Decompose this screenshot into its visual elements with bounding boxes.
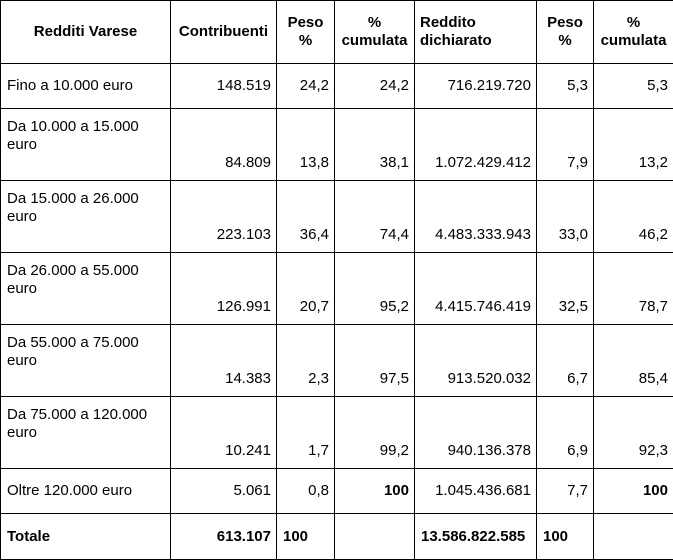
cell-peso-contribuenti: 24,2 <box>277 64 335 109</box>
table-row <box>1 397 673 469</box>
total-peso-contribuenti: 100 <box>277 514 335 560</box>
header-contribuenti: Contribuenti <box>171 1 277 64</box>
header-row <box>1 1 673 64</box>
cell-peso-contribuenti: 1,7 <box>277 397 335 469</box>
total-contribuenti: 613.107 <box>171 514 277 560</box>
cell-cumulata-contribuenti: 38,1 <box>335 109 415 181</box>
table-row <box>1 325 673 397</box>
cell-peso-reddito: 6,9 <box>537 397 594 469</box>
header-reddito-dichiarato: Reddito dichiarato <box>415 1 537 64</box>
header-cumulata-contribuenti: % cumulata <box>335 1 415 64</box>
cell-cumulata-reddito: 5,3 <box>594 64 673 109</box>
cell-reddito: 913.520.032 <box>415 325 537 397</box>
cell-reddito: 716.219.720 <box>415 64 537 109</box>
cell-cumulata-reddito: 85,4 <box>594 325 673 397</box>
cell-peso-reddito: 6,7 <box>537 325 594 397</box>
row-label: Oltre 120.000 euro <box>1 469 171 514</box>
cell-reddito: 940.136.378 <box>415 397 537 469</box>
row-label: Da 75.000 a 120.000 euro <box>1 397 171 469</box>
cell-cumulata-contribuenti: 74,4 <box>335 181 415 253</box>
header-redditi-varese: Redditi Varese <box>1 1 171 64</box>
total-cumulata-reddito <box>594 514 673 560</box>
cell-reddito: 4.415.746.419 <box>415 253 537 325</box>
cell-contribuenti: 10.241 <box>171 397 277 469</box>
cell-cumulata-contribuenti: 100 <box>335 469 415 514</box>
cell-peso-reddito: 7,7 <box>537 469 594 514</box>
row-label: Da 26.000 a 55.000 euro <box>1 253 171 325</box>
cell-cumulata-contribuenti: 95,2 <box>335 253 415 325</box>
row-label: Da 15.000 a 26.000 euro <box>1 181 171 253</box>
cell-reddito: 1.045.436.681 <box>415 469 537 514</box>
row-label: Fino a 10.000 euro <box>1 64 171 109</box>
cell-contribuenti: 126.991 <box>171 253 277 325</box>
cell-contribuenti: 14.383 <box>171 325 277 397</box>
row-label: Da 10.000 a 15.000 euro <box>1 109 171 181</box>
row-label: Da 55.000 a 75.000 euro <box>1 325 171 397</box>
header-peso-reddito: Peso % <box>537 1 594 64</box>
cell-contribuenti: 223.103 <box>171 181 277 253</box>
header-cumulata-reddito: % cumulata <box>594 1 673 64</box>
table-row <box>1 469 673 514</box>
cell-peso-contribuenti: 20,7 <box>277 253 335 325</box>
cell-peso-reddito: 32,5 <box>537 253 594 325</box>
cell-peso-contribuenti: 36,4 <box>277 181 335 253</box>
header-peso-contribuenti: Peso % <box>277 1 335 64</box>
cell-peso-contribuenti: 0,8 <box>277 469 335 514</box>
cell-cumulata-reddito: 13,2 <box>594 109 673 181</box>
table-row <box>1 64 673 109</box>
cell-contribuenti: 84.809 <box>171 109 277 181</box>
total-row <box>1 514 673 560</box>
cell-peso-contribuenti: 2,3 <box>277 325 335 397</box>
cell-contribuenti: 148.519 <box>171 64 277 109</box>
cell-cumulata-contribuenti: 24,2 <box>335 64 415 109</box>
cell-cumulata-contribuenti: 99,2 <box>335 397 415 469</box>
cell-peso-contribuenti: 13,8 <box>277 109 335 181</box>
total-cumulata-contribuenti <box>335 514 415 560</box>
cell-cumulata-reddito: 92,3 <box>594 397 673 469</box>
total-peso-reddito: 100 <box>537 514 594 560</box>
cell-reddito: 4.483.333.943 <box>415 181 537 253</box>
cell-cumulata-reddito: 46,2 <box>594 181 673 253</box>
cell-cumulata-contribuenti: 97,5 <box>335 325 415 397</box>
cell-cumulata-reddito: 100 <box>594 469 673 514</box>
table-row <box>1 181 673 253</box>
cell-peso-reddito: 7,9 <box>537 109 594 181</box>
table-row <box>1 253 673 325</box>
cell-cumulata-reddito: 78,7 <box>594 253 673 325</box>
total-label: Totale <box>1 514 171 560</box>
cell-peso-reddito: 33,0 <box>537 181 594 253</box>
cell-reddito: 1.072.429.412 <box>415 109 537 181</box>
total-reddito: 13.586.822.585 <box>415 514 537 560</box>
table-row <box>1 109 673 181</box>
cell-contribuenti: 5.061 <box>171 469 277 514</box>
cell-peso-reddito: 5,3 <box>537 64 594 109</box>
